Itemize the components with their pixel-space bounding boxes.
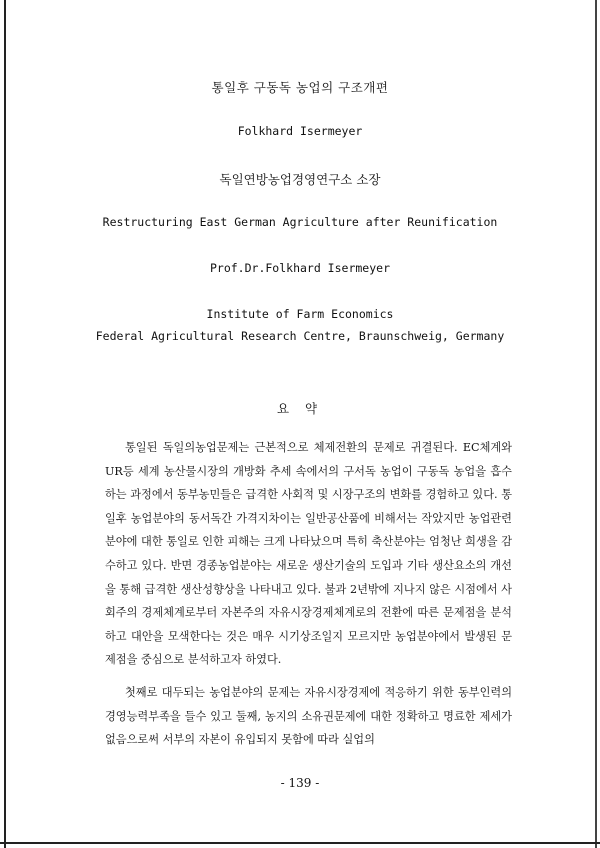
summary-paragraph-1: 통일된 독일의농업문제는 근본적으로 체제전환의 문제로 귀결된다. EC체계와 UR등 세계 농산물시장의 개방화 추세 속에서의 구서독 농업이 구동독 농업을 흡수하는 과정에서 동부농민들은 급격한 사회적 및 시장구조의 변화를 경험하고 있다. 통일후 농업분야의 동서독간 가격지차이는 일반공산품에 비해서는 작았지만 농업관련분야에 대한 통일로 인한 피해는 크게 나타났으며 특히 축산분야는 엄청난 희생을 감수하고 있다. 반면 경종농업분야는 새로운 생산기술의 도입과 기타 생산요소의 개선을 통해 급격한 생산성향상을 나타내고 있다. 불과 2년밖에 지나지 않은 시점에서 사회주의 경제체계로부터 자본주의 자유시장경제체계로의 전환에 따른 문제점을 분석하고 대안을 모색한다는 것은 매우 시기상조일지 모르지만 농업분야에서 발생된 문제점을 중심으로 분석하고자 하였다.	[105, 441, 512, 667]
author-affiliation-korean: 독일연방농업경영연구소 소장	[219, 172, 381, 187]
research-centre-name: Federal Agricultural Research Centre, Braunschweig, Germany	[95, 329, 505, 343]
page-number: - 139 -	[280, 776, 320, 790]
author-full-name: Prof.Dr.Folkhard Isermeyer	[209, 261, 390, 275]
korean-title: 통일후 구동독 농업의 구조개편	[211, 80, 389, 95]
institute-name: Institute of Farm Economics	[206, 307, 394, 321]
page-bottom-edge	[0, 842, 600, 844]
summary-paragraph-2: 첫째로 대두되는 농업분야의 문제는 자유시장경제에 적응하기 위한 동부인력의 경영능력부족을 들수 있고 둘째, 농지의 소유권문제에 대한 정확하고 명료한 제세가 없음으로써 서부의 자본이 유입되지 못함에 따라 실업의	[105, 686, 512, 747]
summary-paragraph-1-container	[105, 436, 512, 672]
author-name: Folkhard Isermeyer	[237, 124, 363, 138]
english-title: Restructuring East German Agriculture after Reunification	[102, 215, 498, 229]
summary-heading: 요 약	[276, 401, 324, 416]
summary-paragraph-2-container	[105, 681, 512, 752]
